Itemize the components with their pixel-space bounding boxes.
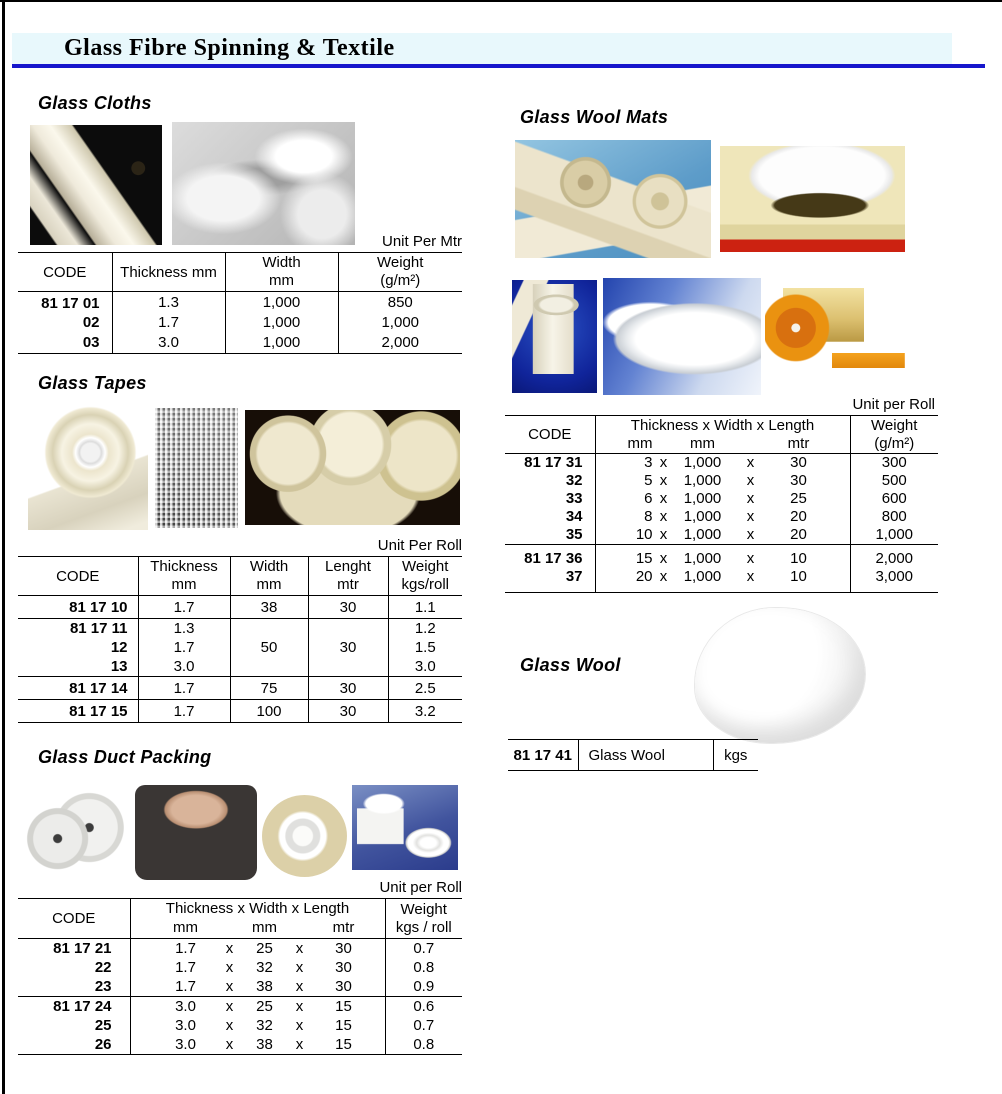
unit-mm: mm	[173, 919, 198, 936]
dim-thickness: 3	[644, 454, 653, 471]
unit-mm: mm	[252, 919, 277, 936]
glass-tapes-unit-note: Unit Per Roll	[377, 537, 462, 554]
table-group-row	[18, 939, 462, 997]
cell-code: 02	[82, 314, 100, 331]
dim-sep: x	[295, 959, 304, 976]
col-header-weight	[850, 416, 938, 454]
code-line: 81 17 24	[53, 998, 112, 1015]
dims-row	[596, 472, 850, 490]
dims-row	[131, 997, 385, 1016]
header-line: Thickness x Width x Length	[630, 416, 815, 434]
dim-sep: x	[225, 978, 234, 995]
glass-tape-rolls-group-photo	[245, 410, 460, 525]
cell-width: 1,000	[225, 292, 338, 313]
header-line: (g/m²)	[380, 272, 421, 289]
code-line: 34	[565, 508, 583, 525]
value-line: 1.7	[173, 639, 195, 656]
cell-weight-group	[385, 997, 462, 1055]
table-header-row	[18, 557, 462, 596]
dim-thickness: 8	[644, 508, 653, 525]
dim-sep: x	[659, 508, 668, 525]
dim-sep: x	[746, 508, 755, 525]
value-line: 300	[881, 454, 907, 471]
dim-length: 30	[335, 940, 352, 957]
dim-sep: x	[295, 978, 304, 995]
dim-width: 1,000	[683, 454, 722, 471]
cell-code: 81 17 01	[41, 295, 100, 313]
cell-thickness: 1.7	[138, 677, 230, 700]
cell-thickness: 1.7	[138, 596, 230, 619]
header-line: mm	[269, 272, 294, 289]
value-line: 0.8	[413, 959, 435, 976]
cell-dims-group	[595, 545, 850, 593]
glass-tape-roll-photo	[28, 405, 148, 530]
value-line: 0.6	[413, 998, 435, 1015]
dim-sep: x	[659, 454, 668, 471]
title-underline	[12, 64, 985, 68]
header-line: Weight	[400, 900, 447, 918]
dim-sep: x	[295, 998, 304, 1015]
dim-sep: x	[225, 959, 234, 976]
page-title: Glass Fibre Spinning & Textile	[64, 35, 395, 61]
wool-mats-foil-roll-photo	[765, 288, 905, 383]
code-line: 13	[110, 658, 128, 675]
dims-row	[596, 526, 850, 544]
dims-row	[131, 939, 385, 958]
code-line: 33	[565, 490, 583, 507]
unit-mtr: mtr	[332, 919, 355, 936]
value-line: 800	[881, 508, 907, 525]
table-header-row	[505, 416, 938, 454]
dims-row	[596, 550, 850, 568]
col-header-thickness	[138, 557, 230, 596]
cell-weight: 3.2	[388, 700, 462, 723]
spacer	[653, 435, 675, 453]
cell-code: 81 17 15	[69, 702, 128, 720]
dim-width: 1,000	[683, 490, 722, 507]
table-row	[18, 677, 462, 700]
glass-duct-packing-table	[18, 898, 462, 1055]
glass-cloths-table	[18, 252, 462, 354]
cell-code-group	[505, 454, 595, 545]
cell-code: 81 17 10	[69, 598, 128, 616]
value-line: 2,000	[875, 550, 914, 567]
glass-cloths-heading: Glass Cloths	[38, 93, 152, 113]
unit-mtr: mtr	[787, 434, 810, 452]
glass-tape-mesh-photo	[155, 408, 238, 528]
unit-mm: mm	[690, 434, 715, 452]
dim-sep: x	[295, 940, 304, 957]
dim-sep: x	[225, 1017, 234, 1034]
value-line: 3.0	[414, 658, 436, 675]
col-header-width	[225, 253, 338, 292]
table-row	[18, 292, 462, 313]
dims-row	[131, 1035, 385, 1054]
duct-packing-discs-photo	[25, 788, 127, 880]
glass-cloths-unit-note: Unit Per Mtr	[381, 233, 462, 250]
cell-length: 30	[308, 596, 388, 619]
dim-sep: x	[746, 550, 755, 567]
cell-weight: 1,000	[338, 313, 462, 333]
col-header-code: CODE	[528, 426, 572, 443]
dim-sep: x	[659, 550, 668, 567]
header-line: Thickness	[150, 558, 218, 575]
dim-width: 1,000	[683, 472, 722, 489]
cell-thickness: 1.7	[112, 313, 225, 333]
duct-packing-black-roll-photo	[135, 785, 257, 880]
value-line: 500	[881, 472, 907, 489]
code-line: 23	[94, 978, 112, 995]
col-header-code: CODE	[52, 910, 96, 927]
header-line: kgs / roll	[395, 918, 452, 936]
glass-wool-heading: Glass Wool	[520, 655, 621, 675]
glass-tapes-heading: Glass Tapes	[38, 373, 147, 393]
dim-sep: x	[225, 1036, 234, 1053]
dim-length: 15	[335, 998, 352, 1015]
header-line: Weight	[402, 558, 449, 575]
glass-cloth-drape-photo	[172, 122, 355, 245]
duct-packing-tan-roll-photo	[262, 795, 347, 877]
header-line: Weight	[871, 416, 918, 434]
cell-weight: 1.1	[388, 596, 462, 619]
glass-wool-mats-table	[505, 415, 938, 593]
dim-length: 20	[790, 526, 807, 543]
code-line: 81 17 21	[53, 940, 112, 957]
header-line: kgs/roll	[401, 576, 449, 593]
dim-thickness: 3.0	[175, 1036, 196, 1053]
col-header-code: CODE	[56, 567, 100, 585]
value-line: 1.3	[173, 620, 195, 637]
dim-width: 1,000	[683, 526, 722, 543]
header-line: Width	[249, 558, 289, 575]
header-line: Weight	[377, 254, 424, 271]
cell-thickness: 1.3	[112, 292, 225, 313]
dim-thickness: 10	[635, 526, 653, 543]
table-row	[18, 313, 462, 333]
dim-width: 1,000	[683, 508, 722, 525]
cell-width: 100	[230, 700, 308, 723]
dim-width: 38	[256, 978, 273, 995]
dim-length: 30	[790, 454, 807, 471]
cell-product-name: Glass Wool	[578, 740, 713, 771]
cell-dims-group	[595, 454, 850, 545]
cell-width: 50	[230, 619, 308, 677]
col-header-dims	[130, 899, 385, 939]
dim-length: 15	[335, 1017, 352, 1034]
dim-width: 38	[256, 1036, 273, 1053]
dim-sep: x	[225, 998, 234, 1015]
col-header-dims	[595, 416, 850, 454]
cell-length: 30	[308, 677, 388, 700]
col-header-weight	[385, 899, 462, 939]
glass-wool-cloud-photo	[695, 608, 865, 743]
dim-thickness: 5	[644, 472, 653, 489]
table-group-row	[18, 619, 462, 677]
cell-width: 75	[230, 677, 308, 700]
dims-row	[131, 958, 385, 977]
cell-weight: 2,000	[338, 333, 462, 354]
col-header-weight	[338, 253, 462, 292]
dims-row	[131, 1016, 385, 1035]
table-row	[508, 740, 758, 771]
glass-wool-mats-unit-note: Unit per Roll	[852, 396, 935, 413]
code-line: 81 17 36	[524, 550, 583, 567]
code-line: 81 17 11	[69, 620, 128, 637]
col-header-thickness: Thickness mm	[112, 253, 225, 292]
wool-mats-large-roll-photo	[603, 278, 761, 395]
code-line: 22	[94, 959, 112, 976]
cell-width: 1,000	[225, 313, 338, 333]
dim-thickness: 20	[635, 568, 653, 585]
value-line: 3,000	[875, 568, 914, 585]
dim-length: 10	[790, 568, 807, 585]
cell-code: 81 17 41	[513, 746, 572, 764]
table-group-row	[505, 454, 938, 545]
cell-unit: kgs	[713, 740, 758, 771]
cell-weight: 2.5	[388, 677, 462, 700]
table-row	[18, 700, 462, 723]
spacer	[731, 435, 771, 453]
code-line: 35	[565, 526, 583, 543]
table-group-row	[505, 545, 938, 593]
duct-packing-white-rolls-photo	[352, 785, 458, 870]
cell-code-group	[18, 619, 138, 677]
dim-sep: x	[225, 940, 234, 957]
cell-width: 1,000	[225, 333, 338, 354]
cell-weight: 850	[338, 292, 462, 313]
glass-wool-table	[508, 739, 758, 771]
wool-mats-rolls-photo	[515, 140, 711, 258]
glass-duct-unit-note: Unit per Roll	[379, 879, 462, 896]
dim-length: 30	[335, 959, 352, 976]
page-left-border	[2, 0, 5, 1094]
dim-thickness: 1.7	[175, 940, 196, 957]
dim-sep: x	[659, 490, 668, 507]
header-line: Thickness x Width x Length	[165, 900, 350, 917]
cell-dims-group	[130, 997, 385, 1055]
value-line: 600	[881, 490, 907, 507]
header-line: Width	[262, 254, 301, 271]
glass-wool-mats-heading: Glass Wool Mats	[520, 107, 669, 127]
table-row	[18, 333, 462, 354]
dim-width: 32	[256, 959, 273, 976]
dim-width: 32	[256, 1017, 273, 1034]
cell-dims-group	[130, 939, 385, 997]
header-line: Lenght	[325, 558, 371, 575]
dim-thickness: 1.7	[175, 959, 196, 976]
cell-width: 38	[230, 596, 308, 619]
dim-length: 20	[790, 508, 807, 525]
dim-thickness: 3.0	[175, 1017, 196, 1034]
col-header-width	[230, 557, 308, 596]
glass-duct-packing-heading: Glass Duct Packing	[38, 747, 212, 767]
dim-sep: x	[746, 454, 755, 471]
glass-cloth-roll-photo	[30, 125, 162, 245]
header-line: mm	[171, 576, 197, 593]
col-header-code: CODE	[43, 263, 87, 281]
cell-thickness-group	[138, 619, 230, 677]
cell-length: 30	[308, 700, 388, 723]
table-group-row	[18, 997, 462, 1055]
dim-thickness: 15	[635, 550, 653, 567]
dims-row	[596, 454, 850, 472]
cell-weight-group	[850, 454, 938, 545]
dim-width: 25	[256, 940, 273, 957]
value-line: 1.5	[414, 639, 436, 656]
unit-mm: mm	[627, 434, 653, 452]
header-line: mtr	[337, 576, 359, 593]
cell-length: 30	[308, 619, 388, 677]
header-line: mm	[256, 576, 282, 593]
cell-weight-group	[388, 619, 462, 677]
dim-sep: x	[746, 490, 755, 507]
cell-weight-group	[850, 545, 938, 593]
spacer	[287, 918, 313, 937]
code-line: 81 17 31	[524, 454, 583, 471]
value-line: 1.2	[414, 620, 436, 637]
value-line: 0.9	[413, 978, 435, 995]
dim-width: 1,000	[683, 568, 722, 585]
col-header-length	[308, 557, 388, 596]
dim-length: 25	[790, 490, 807, 507]
cell-code-group	[505, 545, 595, 593]
value-line: 1,000	[875, 526, 914, 543]
dim-sep: x	[295, 1017, 304, 1034]
value-line: 0.7	[413, 940, 435, 957]
spacer	[217, 918, 243, 937]
dims-row	[596, 508, 850, 526]
table-row	[18, 596, 462, 619]
table-header-row	[18, 899, 462, 939]
dim-sep: x	[659, 526, 668, 543]
dim-sep: x	[746, 568, 755, 585]
cell-thickness: 1.7	[138, 700, 230, 723]
dim-sep: x	[659, 472, 668, 489]
header-units-line	[596, 435, 850, 453]
page-top-border	[0, 0, 1002, 2]
code-line: 32	[565, 472, 583, 489]
dims-row	[596, 568, 850, 586]
dim-length: 10	[790, 550, 807, 567]
cell-weight-group	[385, 939, 462, 997]
dim-thickness: 6	[644, 490, 653, 507]
col-header-weight	[388, 557, 462, 596]
wool-mats-folded-photo	[720, 146, 905, 252]
dim-sep: x	[746, 472, 755, 489]
cell-code: 81 17 14	[69, 679, 128, 697]
code-line: 37	[565, 568, 583, 585]
dims-row	[131, 977, 385, 996]
cell-thickness: 3.0	[112, 333, 225, 354]
table-header-row	[18, 253, 462, 292]
dim-thickness: 1.7	[175, 978, 196, 995]
dim-length: 30	[790, 472, 807, 489]
wool-mats-white-roll-photo	[512, 280, 597, 393]
dim-sep: x	[659, 568, 668, 585]
glass-tapes-table	[18, 556, 462, 723]
value-line: 3.0	[173, 658, 195, 675]
dim-width: 25	[256, 998, 273, 1015]
cell-code: 03	[82, 334, 100, 352]
cell-code-group	[18, 939, 130, 997]
dim-width: 1,000	[683, 550, 722, 567]
value-line: 0.7	[413, 1017, 435, 1034]
code-line: 26	[94, 1036, 112, 1053]
header-line: (g/m²)	[874, 434, 915, 452]
dim-sep: x	[746, 526, 755, 543]
dim-thickness: 3.0	[175, 998, 196, 1015]
dim-sep: x	[295, 1036, 304, 1053]
cell-code-group	[18, 997, 130, 1055]
dim-length: 15	[335, 1036, 352, 1053]
code-line: 12	[110, 639, 128, 656]
code-line: 25	[94, 1017, 112, 1034]
value-line: 0.8	[413, 1036, 435, 1053]
header-units-line	[131, 918, 385, 937]
dims-row	[596, 490, 850, 508]
dim-length: 30	[335, 978, 352, 995]
